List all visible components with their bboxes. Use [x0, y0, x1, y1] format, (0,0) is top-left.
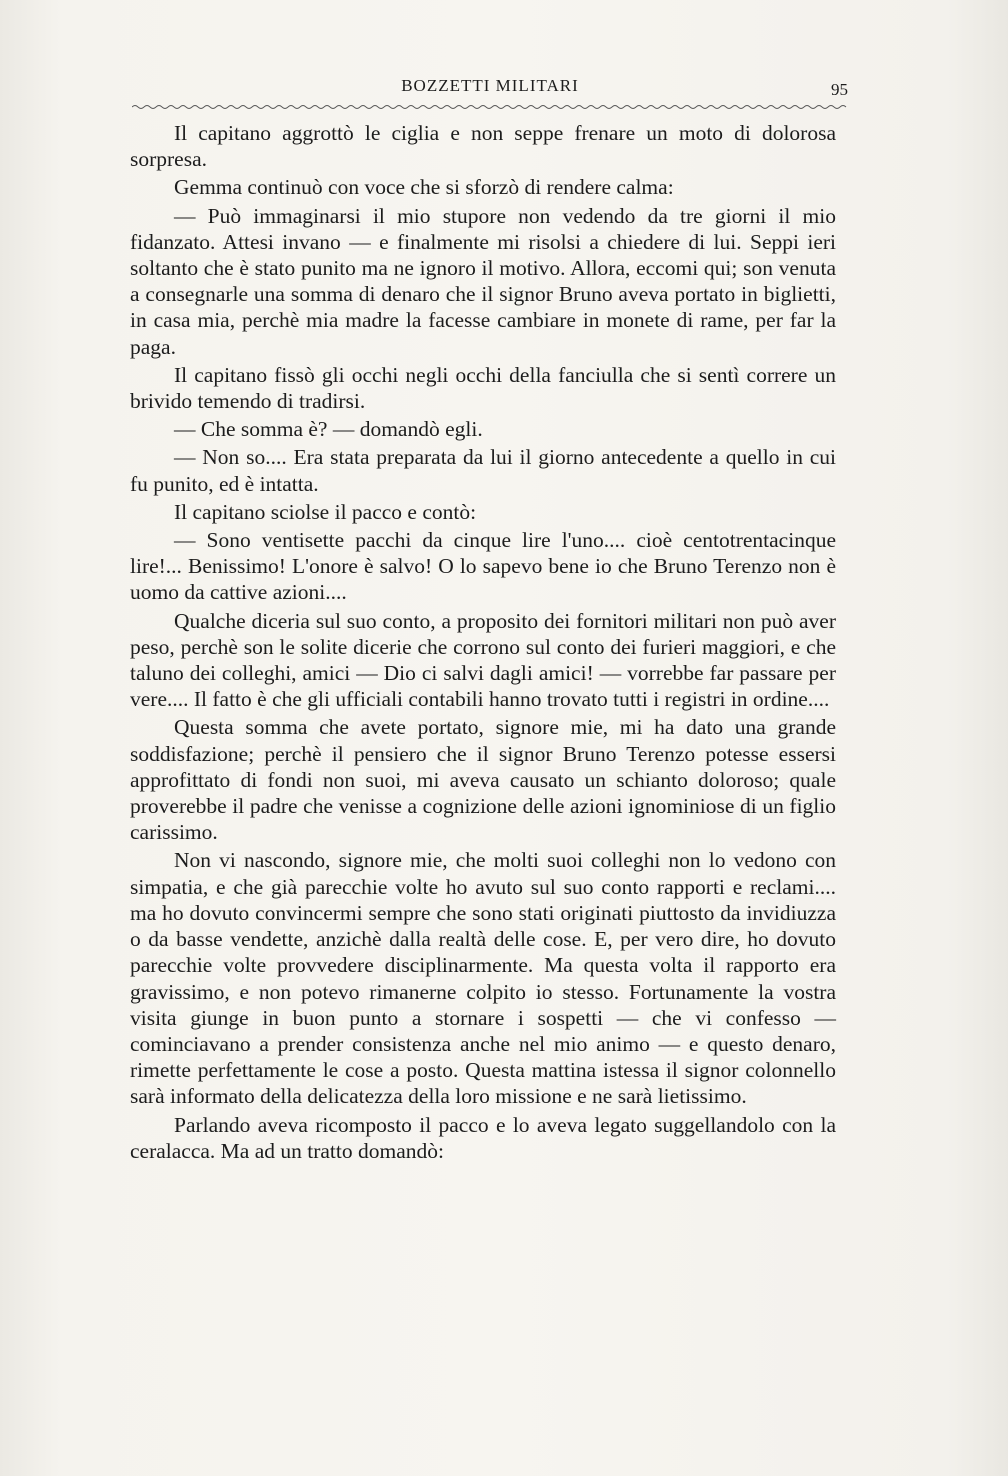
- wavy-rule: [132, 104, 848, 110]
- body-text: [130, 120, 836, 1166]
- paragraph: Questa somma che avete portato, signore mie, mi ha dato una grande soddisfazione; perchè il pensiero che il signor Bruno Terenzo potesse essersi approfittato di fondi non suoi, mi aveva causato un schianto doloroso; quale proverebbe il padre che venisse a cognizione delle azioni ignominiose di un figlio carissimo.: [130, 715, 836, 845]
- paragraph: — Sono ventisette pacchi da cinque lire l'uno.... cioè centotrentacinque lire!... Benissimo! L'onore è salvo! O lo sapevo bene io che Bruno Terenzo non è uomo da cattive azioni....: [130, 528, 836, 605]
- page-number: 95: [831, 80, 848, 99]
- paragraph: Il capitano fissò gli occhi negli occhi della fanciulla che si sentì correre un brivido temendo di tradirsi.: [130, 362, 836, 414]
- paragraph: — Non so.... Era stata preparata da lui il giorno antecedente a quello in cui fu punito, ed è intatta.: [130, 445, 836, 496]
- paragraph: — Che somma è? — domandò egli.: [174, 417, 483, 442]
- paragraph: Il capitano sciolse il pacco e contò:: [174, 499, 477, 524]
- paragraph: Gemma continuò con voce che si sforzò di rendere calma:: [174, 175, 674, 200]
- paragraph: Non vi nascondo, signore mie, che molti suoi colleghi non lo vedono con simpatia, e che già parecchie volte ho avuto sul suo conto rapporti e reclami.... ma ho dovuto convincermi sempre che sono stati originati piuttosto da invidiuzza o da basse vendette, anzichè dalla realtà delle cose. E, per vero dire, ho dovuto parecchie volte provvedere disciplinarmente. Ma questa volta il rapporto era gravissimo, e non potevo rimanerne colpito io stesso. Fortunamente la vostra visita giunge in buon punto a stornare i sospetti — che vi confesso — cominciavano a prender consistenza anche nel mio animo — e questo denaro, rimette perfettamente le cose a posto. Questa mattina istessa il signor colonnello sarà informato della delicatezza della loro missione e ne sarà lietissimo.: [130, 848, 836, 1109]
- paragraph: — Può immaginarsi il mio stupore non vedendo da tre giorni il mio fidanzato. Attesi invano — e finalmente mi risolsi a chiedere di lui. Seppi ieri soltanto che è stato punito ma ne ignoro il motivo. Allora, eccomi qui; son venuta a consegnarle una somma di denaro che il signor Bruno aveva portato in biglietti, in casa mia, perchè mia madre la facesse cambiare in monete di rame, per far la paga.: [130, 203, 836, 359]
- paragraph: Qualche diceria sul suo conto, a proposito dei fornitori militari non può aver peso, perchè son le solite dicerie che corrono sul conto dei furieri maggiori, e che taluno dei colleghi, amici — Dio ci salvi dagli amici! — vorrebbe far passare per vere.... Il fatto è che gli ufficiali contabili hanno trovato tutti i registri in ordine....: [130, 608, 836, 712]
- running-header: [132, 76, 848, 106]
- paragraph: Parlando aveva ricomposto il pacco e lo aveva legato suggellandolo con la ceralacca. Ma ad un tratto domandò:: [130, 1112, 836, 1163]
- paragraph: Il capitano aggrottò le ciglia e non seppe frenare un moto di dolorosa sorpresa.: [130, 121, 836, 172]
- running-title: BOZZETTI MILITARI: [401, 76, 579, 95]
